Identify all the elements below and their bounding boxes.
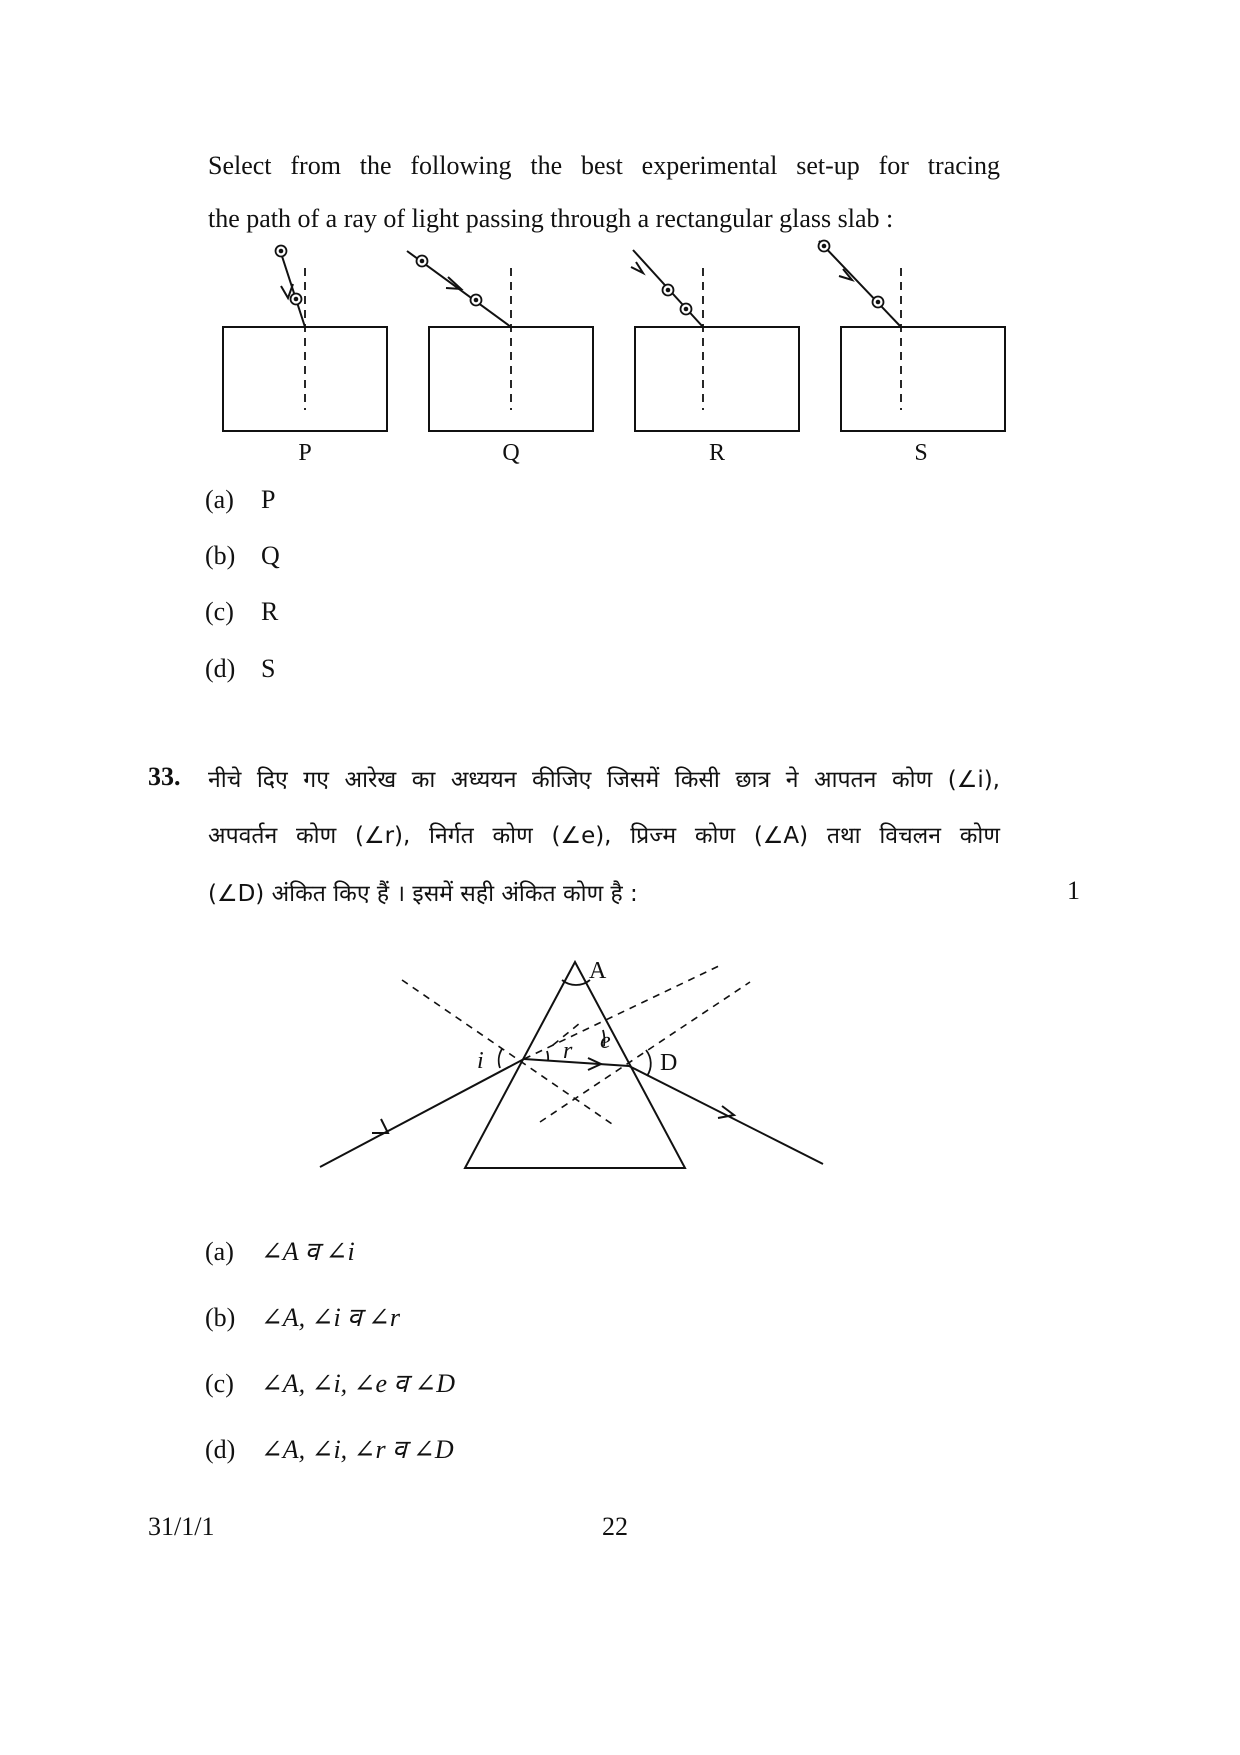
slab-label-q: Q	[502, 440, 520, 466]
option-text: R	[261, 597, 279, 626]
slab-label-r: R	[708, 440, 726, 466]
ray-p	[280, 250, 305, 327]
q32-option-c	[205, 597, 278, 627]
q33-stem-line-1: नीचे दिए गए आरेख का अध्ययन कीजिए जिसमें किसी छात्र ने आपतन कोण (∠i),	[208, 767, 1000, 793]
slab-r	[635, 327, 799, 431]
incident-ray-arrow	[372, 1119, 388, 1133]
option-text: Q	[261, 541, 280, 570]
paper-code: 31/1/1	[148, 1512, 215, 1541]
angle-i-arc	[499, 1049, 502, 1068]
glass-slab-setups-figure	[0, 235, 1240, 475]
option-text: ∠A, ∠i, ∠r व ∠D	[261, 1435, 454, 1464]
slab-s	[841, 327, 1005, 431]
q33-stem-line-2: अपवर्तन कोण (∠r), निर्गत कोण (∠e), प्रिज्म कोण (∠A) तथा विचलन कोण	[208, 823, 1000, 849]
q32-option-d	[205, 654, 275, 684]
q33-marks: 1	[1067, 876, 1080, 905]
q32-option-b	[205, 541, 280, 571]
option-text: S	[261, 654, 276, 683]
emergent-ray	[629, 1066, 823, 1164]
label-d: D	[660, 1050, 678, 1076]
q33-option-a	[205, 1232, 355, 1268]
option-label: (c)	[205, 1369, 234, 1398]
angle-r-arc	[547, 1051, 548, 1061]
q33-option-c	[205, 1364, 455, 1400]
q33-option-d	[205, 1430, 454, 1466]
option-label: (c)	[205, 597, 234, 626]
ray-s	[819, 241, 901, 327]
q32-stem-line-2: the path of a ray of light passing through a rectangular glass slab :	[208, 204, 894, 233]
label-r: r	[563, 1038, 573, 1064]
slab-label-p: P	[298, 440, 312, 466]
option-label: (a)	[205, 1237, 234, 1266]
q33-option-b	[205, 1298, 400, 1334]
normal-incidence	[402, 980, 612, 1124]
option-text: ∠A, ∠i व ∠r	[261, 1303, 401, 1332]
refracted-ray	[524, 1059, 629, 1066]
option-text: ∠A व ∠i	[261, 1237, 355, 1266]
label-e: e	[600, 1028, 611, 1054]
q32-option-a	[205, 485, 275, 515]
option-text: P	[261, 485, 276, 514]
label-a: A	[589, 958, 607, 984]
page-number: 22	[602, 1512, 628, 1541]
slab-label-s: S	[914, 440, 928, 466]
option-label: (d)	[205, 1435, 236, 1464]
prism	[465, 962, 685, 1168]
q32-stem-line-1: Select from the following the best experimental set-up for tracing	[208, 151, 1000, 180]
arrow-q	[446, 277, 461, 289]
option-text: ∠A, ∠i, ∠e व ∠D	[261, 1369, 456, 1398]
angle-d-arc	[646, 1050, 651, 1076]
option-label: (a)	[205, 485, 234, 514]
q33-number: 33.	[148, 762, 181, 791]
option-label: (b)	[205, 1303, 236, 1332]
prism-diagram	[0, 940, 1240, 1200]
option-label: (b)	[205, 541, 236, 570]
label-i: i	[477, 1048, 484, 1074]
arrow-r	[631, 262, 643, 273]
q33-stem-line-3: (∠D) अंकित किए हैं । इसमें सही अंकित कोण है :	[208, 881, 638, 907]
option-label: (d)	[205, 654, 236, 683]
